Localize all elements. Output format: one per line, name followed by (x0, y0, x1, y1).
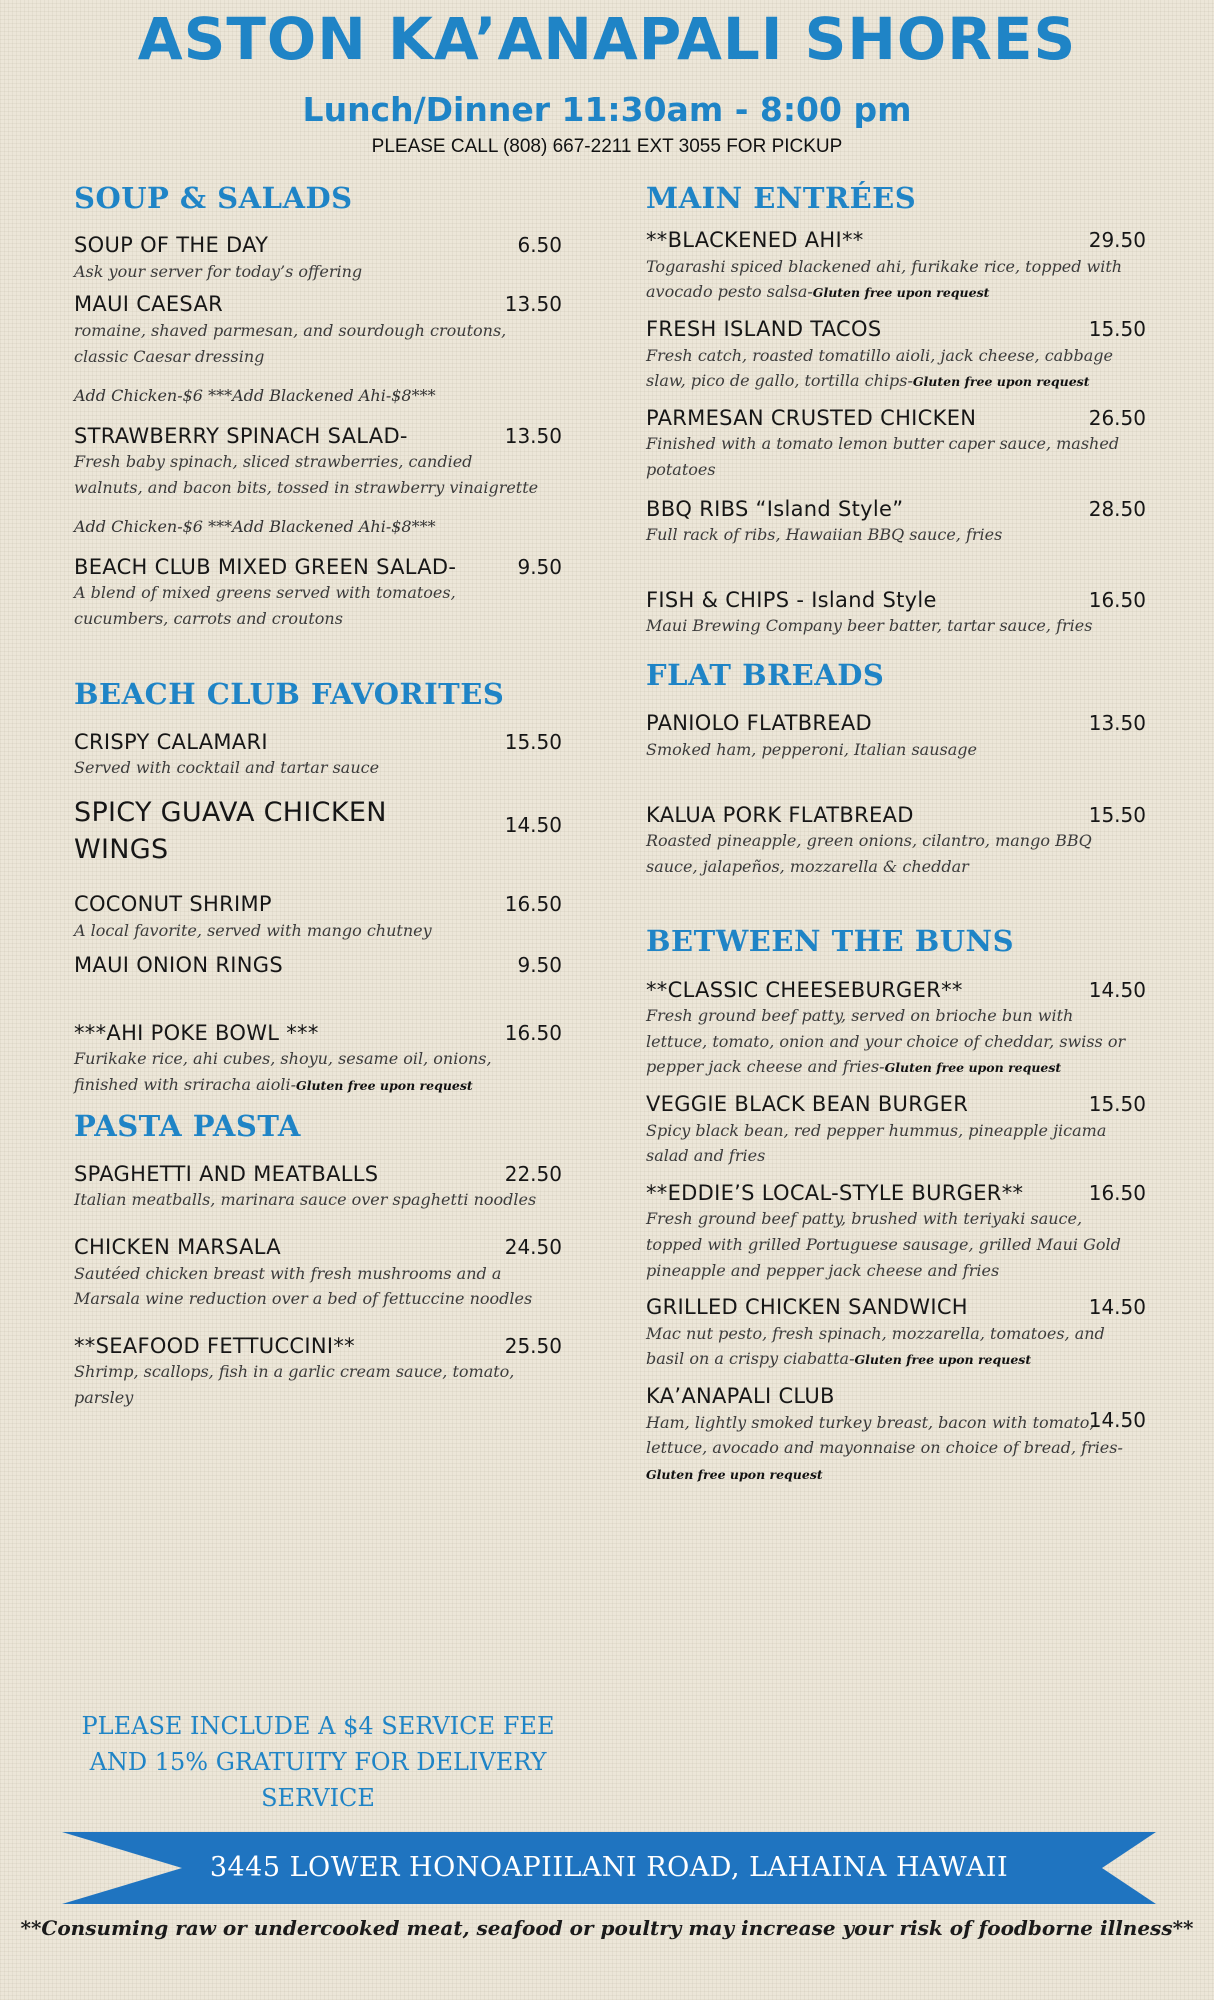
item-name: COCONUT SHRIMP (74, 891, 272, 916)
item-name: SPICY GUAVA CHICKEN WINGS (74, 797, 387, 865)
hours-line: Lunch/Dinner 11:30am - 8:00 pm (302, 90, 912, 129)
address-banner (62, 1832, 1156, 1904)
menu-item (74, 953, 562, 979)
item-price: 15.50 (1088, 1091, 1146, 1116)
item-name: ***AHI POKE BOWL *** (74, 1020, 319, 1045)
item-name: **CLASSIC CHEESEBURGER** (646, 977, 963, 1002)
gluten-free-note: Gluten free upon request (296, 1077, 473, 1093)
notice-line: PLEASE INCLUDE A $4 SERVICE FEE (81, 1712, 555, 1740)
item-price: 6.50 (517, 233, 562, 258)
menu-item (74, 1021, 562, 1098)
section-title: MAIN ENTRÉES (646, 181, 917, 215)
item-price: 16.50 (1088, 1180, 1146, 1205)
menu-item (646, 1384, 1146, 1486)
item-name: **SEAFOOD FETTUCCINI** (74, 1333, 355, 1358)
notice-line: SERVICE (261, 1784, 375, 1812)
pickup-phone: PLEASE CALL (808) 667-2211 EXT 3055 FOR PICKUP (371, 136, 843, 157)
address-text: 3445 LOWER HONOAPIILANI ROAD, LAHAINA HAWAII (209, 1852, 1009, 1883)
item-description (646, 254, 1146, 305)
item-description: A local favorite, served with mango chutney (74, 920, 432, 940)
section-title: SOUP & SALADS (74, 181, 353, 215)
section-soup-salads (74, 180, 562, 632)
item-name: STRAWBERRY SPINACH SALAD- (74, 423, 408, 448)
item-price: 28.50 (1088, 496, 1146, 521)
menu-item (74, 795, 562, 868)
left-column (74, 175, 562, 1411)
item-name: PARMESAN CRUSTED CHICKEN (646, 405, 977, 430)
service-fee-notice (62, 1708, 574, 1816)
item-name: KALUA PORK FLATBREAD (646, 802, 914, 827)
item-name: MAUI CAESAR (74, 292, 223, 317)
menu-item (646, 497, 1146, 548)
right-column (646, 175, 1146, 1486)
item-description: Finished with a tomato lemon butter caper sauce, mashed potatoes (646, 434, 1120, 480)
item-description-text: Fresh ground beef patty, served on brioche bun with lettuce, tomato, onion and your choice of cheddar, swiss or pepper jack cheese and fries- (646, 1006, 1126, 1077)
item-name: SPAGHETTI AND MEATBALLS (74, 1161, 379, 1186)
item-name: CHICKEN MARSALA (74, 1235, 281, 1260)
item-price: 24.50 (504, 1235, 562, 1260)
item-name: MAUI ONION RINGS (74, 953, 283, 978)
menu-item (646, 1295, 1146, 1372)
item-description (646, 343, 1146, 394)
menu-item (646, 978, 1146, 1080)
item-price: 16.50 (504, 1020, 562, 1045)
menu-item (646, 711, 1146, 762)
item-price: 25.50 (504, 1333, 562, 1358)
menu-item (646, 588, 1146, 639)
gluten-free-note: Gluten free upon request (854, 1352, 1032, 1368)
item-description (646, 1003, 1146, 1080)
item-description: Italian meatballs, marinara sauce over spaghetti noodles (74, 1190, 537, 1210)
menu-item (74, 892, 562, 943)
menu-item (74, 1334, 562, 1411)
item-description (646, 1321, 1146, 1372)
item-price: 15.50 (1088, 802, 1146, 827)
item-description: Served with cocktail and tartar sauce (74, 758, 380, 778)
section-pasta (74, 1108, 562, 1411)
menu-item (646, 317, 1146, 394)
section-flatbreads (646, 657, 1146, 879)
item-price: 14.50 (1088, 1407, 1146, 1432)
item-name: FISH & CHIPS - Island Style (646, 587, 937, 612)
item-name: CRISPY CALAMARI (74, 729, 268, 754)
item-name: FRESH ISLAND TACOS (646, 317, 882, 342)
item-description (74, 1046, 562, 1097)
item-price: 22.50 (504, 1161, 562, 1186)
menu-item (646, 803, 1146, 880)
item-name: KA’ANAPALI CLUB (646, 1383, 835, 1408)
item-description (646, 1407, 1146, 1487)
item-name: BBQ RIBS “Island Style” (646, 496, 904, 521)
item-description: Full rack of ribs, Hawaiian BBQ sauce, fries (646, 525, 1003, 545)
item-description-text: Mac nut pesto, fresh spinach, mozzarella, tomatoes, and basil on a crispy ciabatta- (646, 1323, 1105, 1369)
item-name: **EDDIE’S LOCAL-STYLE BURGER** (646, 1180, 1024, 1205)
menu-item (74, 1162, 562, 1213)
item-name: BEACH CLUB MIXED GREEN SALAD- (74, 554, 457, 579)
item-price: 13.50 (504, 292, 562, 317)
item-description: Fresh ground beef patty, brushed with teriyaki sauce, topped with grilled Portuguese sausage, grilled Maui Gold pineapple and pepper jack cheese and fries (646, 1209, 1121, 1280)
item-price: 13.50 (1088, 711, 1146, 736)
item-description: Spicy black bean, red pepper hummus, pineapple jicama salad and fries (646, 1120, 1107, 1166)
menu-item (646, 1092, 1146, 1169)
menu-title: ASTON KA’ANAPALI SHORES (137, 5, 1077, 73)
item-description: romaine, shaved parmesan, and sourdough croutons, classic Caesar dressing (74, 321, 507, 366)
section-title: BETWEEN THE BUNS (646, 924, 1015, 959)
item-description-text: Togarashi spiced blackened ahi, furikake rice, topped with avocado pesto salsa- (646, 256, 1123, 302)
menu-item (646, 228, 1146, 305)
item-price: 16.50 (504, 891, 562, 916)
section-main-entrees (646, 180, 1146, 639)
item-description: Ask your server for today’s offering (74, 261, 363, 281)
item-description: Smoked ham, pepperoni, Italian sausage (646, 739, 977, 759)
gluten-free-note: Gluten free upon request (912, 374, 1090, 390)
item-description: Fresh baby spinach, sliced strawberries, candied walnuts, and bacon bits, tossed in strawberry vinaigrette (74, 452, 539, 497)
section-favorites (74, 676, 562, 1098)
menu-item (646, 1181, 1146, 1283)
item-name: PANIOLO FLATBREAD (646, 711, 872, 736)
item-price: 14.50 (504, 813, 562, 838)
item-price: 15.50 (1088, 317, 1146, 342)
item-description-text: Furikake rice, ahi cubes, shoyu, sesame oil, onions, finished with sriracha aioli- (74, 1049, 492, 1094)
section-title: BEACH CLUB FAVORITES (74, 676, 505, 711)
menu-item (74, 424, 562, 501)
gluten-free-note: Gluten free upon request (812, 285, 990, 301)
item-price: 29.50 (1088, 228, 1146, 253)
item-price: 26.50 (1088, 405, 1146, 430)
add-on-note: Add Chicken-$6 ***Add Blackened Ahi-$8*** (74, 517, 436, 537)
add-on-note: Add Chicken-$6 ***Add Blackened Ahi-$8*** (74, 386, 436, 406)
menu-item (74, 730, 562, 781)
section-title: PASTA PASTA (74, 1108, 301, 1143)
menu-item (74, 233, 562, 284)
item-price: 14.50 (1088, 1295, 1146, 1320)
item-description: Shrimp, scallops, fish in a garlic cream sauce, tomato, parsley (74, 1362, 515, 1408)
item-description-text: Fresh catch, roasted tomatillo aioli, jack cheese, cabbage slaw, pico de gallo, tortilla chips- (646, 345, 1113, 391)
item-description: Sautéed chicken breast with fresh mushrooms and a Marsala wine reduction over a bed of fettuccine noodles (74, 1263, 533, 1309)
section-title: FLAT BREADS (646, 658, 885, 693)
notice-line: AND 15% GRATUITY FOR DELIVERY (89, 1748, 547, 1776)
section-between-the-buns (646, 923, 1146, 1486)
item-name: SOUP OF THE DAY (74, 233, 269, 258)
menu-item (74, 292, 562, 369)
item-price: 9.50 (517, 554, 562, 579)
item-description: Roasted pineapple, green onions, cilantro, mango BBQ sauce, jalapeños, mozzarella & cheddar (646, 831, 1092, 876)
item-description-text: Ham, lightly smoked turkey breast, bacon with tomato, lettuce, avocado and mayonnaise on choice of bread, fries- (646, 1412, 1123, 1458)
item-price: 15.50 (504, 729, 562, 754)
item-description: Maui Brewing Company beer batter, tartar sauce, fries (646, 616, 1093, 636)
item-description: A blend of mixed greens served with tomatoes, cucumbers, carrots and croutons (74, 583, 456, 629)
food-safety-disclaimer: **Consuming raw or undercooked meat, seafood or poultry may increase your risk of foodborne illness** (20, 1916, 1194, 1940)
item-name: GRILLED CHICKEN SANDWICH (646, 1295, 968, 1320)
item-name: **BLACKENED AHI** (646, 228, 864, 253)
menu-item (646, 406, 1146, 483)
item-price: 16.50 (1088, 587, 1146, 612)
gluten-free-note: Gluten free upon request (646, 1466, 823, 1482)
gluten-free-note: Gluten free upon request (884, 1060, 1062, 1076)
menu-item (74, 555, 562, 632)
item-price: 14.50 (1088, 977, 1146, 1002)
menu-item (74, 1235, 562, 1312)
item-name: VEGGIE BLACK BEAN BURGER (646, 1091, 969, 1116)
item-price: 9.50 (517, 953, 562, 978)
item-price: 13.50 (504, 423, 562, 448)
